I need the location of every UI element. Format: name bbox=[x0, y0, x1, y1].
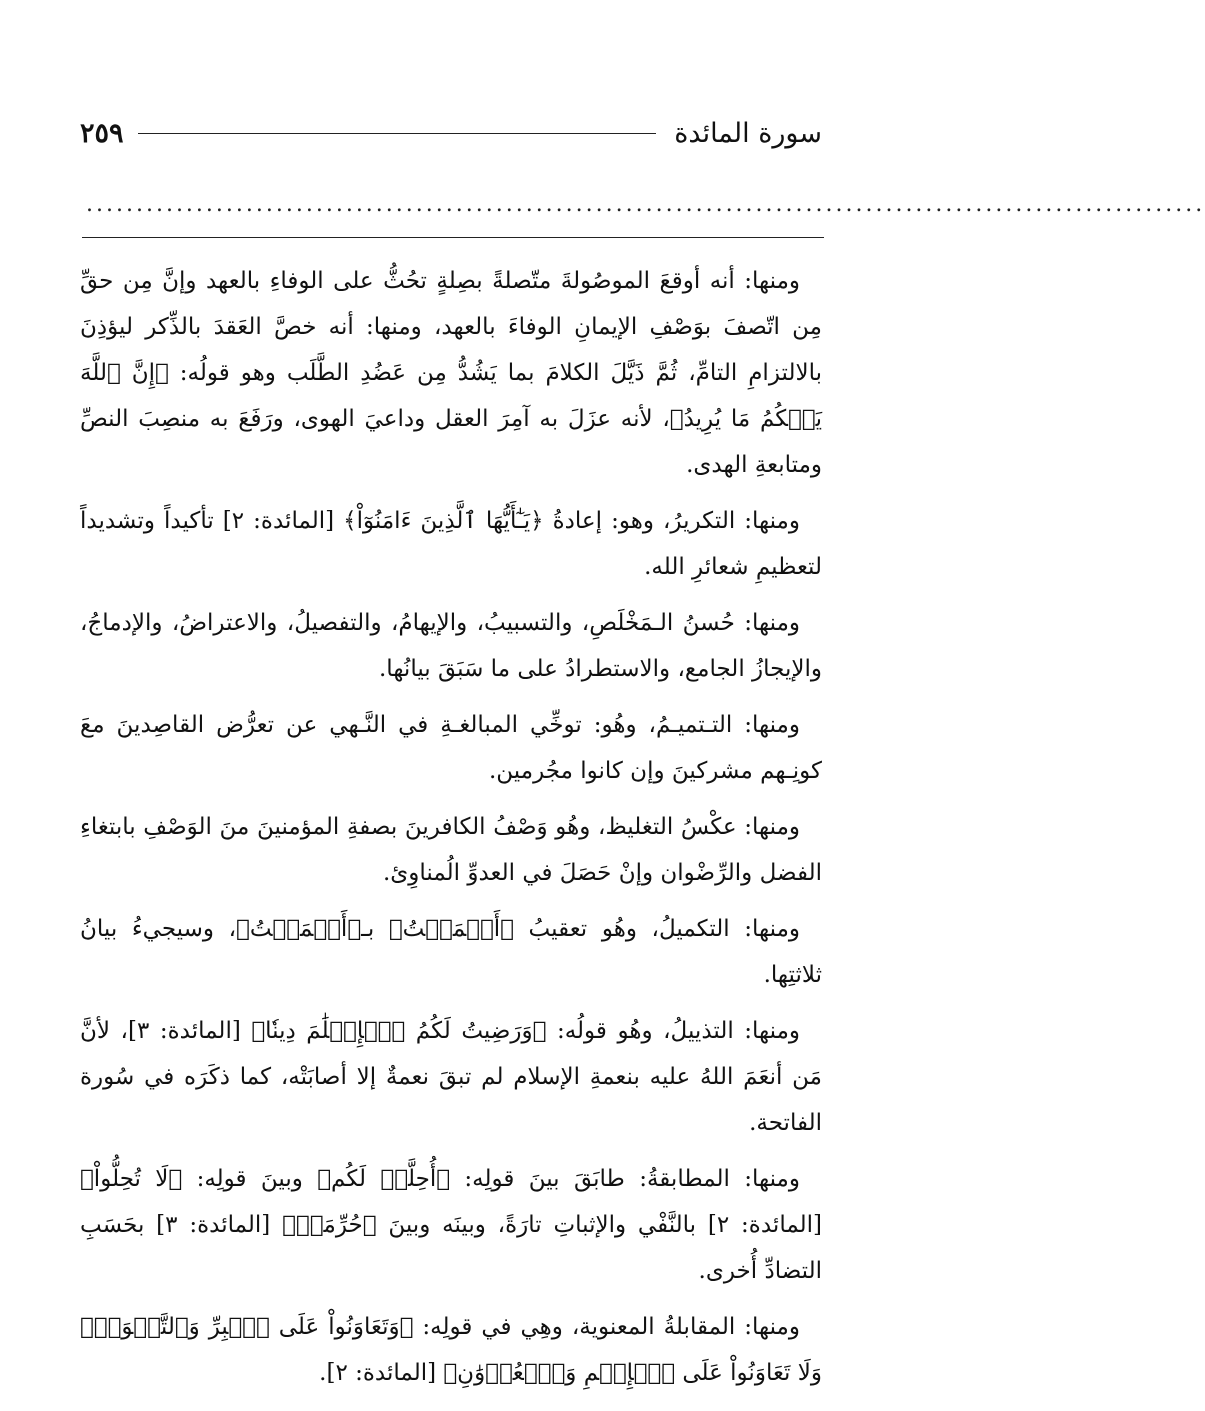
paragraph-8: ومنها: المطابقةُ: طابَقَ بينَ قولِه: ﴿أُحِلَّتۡ لَكُم﴾ وبينَ قولِه: ﴿لَا تُحِلُّواْ﴾ [المائدة: ٢] بالنَّفْي والإثباتِ تارَةً، وبينَه وبينَ ﴿حُرِّمَتۡ﴾ [المائدة: ٣] بحَسَبِ التضادِّ أُخرى. bbox=[80, 1166, 823, 1284]
paragraph-3: ومنها: حُسنُ الـمَخْلَصِ، والتسبيبُ، والإيهامُ، والتفصيلُ، والاعتراضُ، والإدماجُ، والإيجازُ الجامع، والاستطرادُ على ما سَبَقَ بيانُها. bbox=[80, 610, 822, 682]
paragraph-4: ومنها: التـتميـمُ، وهُو: توخِّي المبالغـةِ في النَّـهي عن تعرُّض القاصِدينَ معَ كونِـهم مشركينَ وإن كانوا مجُرمين. bbox=[80, 712, 822, 784]
paragraph-7: ومنها: التذييلُ، وهُو قولُه: ﴿وَرَضِيتُ لَكُمُ ٱلۡإِسۡلَٰمَ دِينٗا﴾ [المائدة: ٣]، لأنَّ مَن أنعَمَ اللهُ عليه بنعمةِ الإسلام لم تبقَ نعمةٌ إلا أصابَتْه، كما ذكَرَه في سُورة الفاتحة. bbox=[80, 1018, 822, 1136]
paragraph-2: ومنها: التكريرُ، وهو: إعادةُ ﴿يَـٰٓأَيُّهَا ٱلَّذِينَ ءَامَنُوٓاْ﴾ [المائدة: ٢] تأكيداً وتشديداً لتعظيمِ شعائرِ الله. bbox=[80, 508, 822, 580]
page-body bbox=[80, 258, 823, 1386]
page-number: ٢٥٩ bbox=[80, 117, 124, 149]
paragraph-6: ومنها: التكميلُ، وهُو تعقيبُ ﴿أَكۡمَلۡتُ﴾ بـ﴿أَتۡمَمۡتُ﴾، وسيجيءُ بيانُ ثلاثتِها. bbox=[80, 916, 822, 988]
surah-title: سورة المائدة bbox=[674, 117, 822, 149]
running-header bbox=[80, 108, 822, 158]
paragraph-5: ومنها: عكْسُ التغليظ، وهُو وَصْفُ الكافرينَ بصفةِ المؤمنينَ منَ الوَصْفِ بابتغاءِ الفضل والرِّضْوان وإنْ حَصَلَ في العدوِّ الُمناوِئ. bbox=[80, 814, 822, 886]
paragraph-9: ومنها: المقابلةُ المعنوية، وهِي في قولِه: ﴿وَتَعَاوَنُواْ عَلَى ٱلۡبِرِّ وَٱلتَّقۡوَىٰۖ وَلَا تَعَاوَنُواْ عَلَى ٱلۡإِثۡمِ وَٱلۡعُدۡوَٰنِ﴾ [المائدة: ٢]. bbox=[80, 1314, 822, 1386]
dotted-divider: ................................................................................................................ bbox=[86, 192, 1205, 217]
header-rule bbox=[138, 133, 657, 134]
separator-line bbox=[82, 237, 824, 238]
paragraph-1: ومنها: أنه أوقعَ الموصُولةَ متّصلةً بصِلةٍ تحُثُّ على الوفاءِ بالعهد وإنَّ مِن حقِّ مِن اتّصفَ بوَصْفِ الإيمانِ الوفاءَ بالعهد، ومنها: أنه خصَّ العَقدَ بالذِّكر ليؤذِنَ بالالتزامِ التامِّ، ثُمَّ ذَيَّلَ الكلامَ بما يَشُدُّ مِن عَضُدِ الطَّلَب وهو قولُه: ﴿إِنَّ ٱللَّهَ يَحۡكُمُ مَا يُرِيدُ﴾، لأنه عزَلَ به آمِرَ العقل وداعيَ الهوى، ورَفَعَ به منصِبَ النصِّ ومتابعةِ الهدى. bbox=[80, 268, 822, 478]
